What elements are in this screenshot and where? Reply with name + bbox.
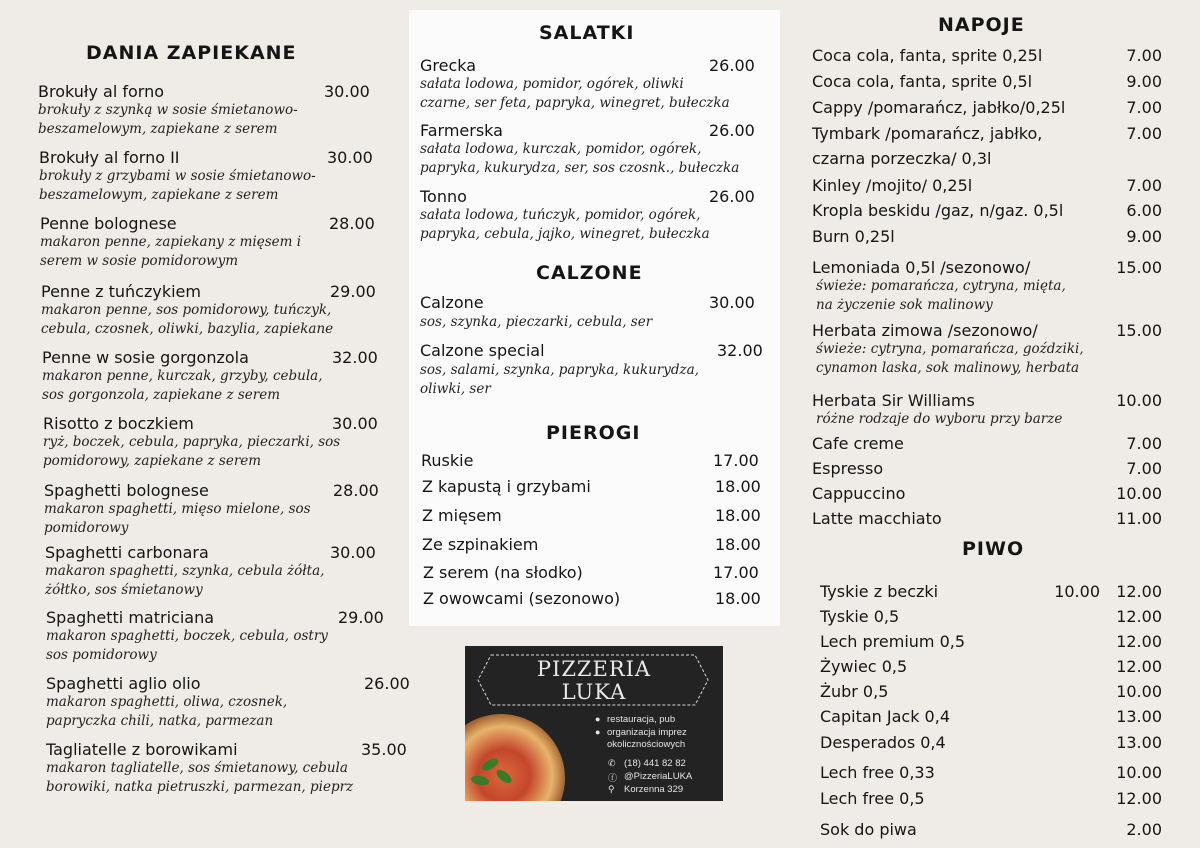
item-name: Ze szpinakiem <box>422 535 539 554</box>
phone-icon: ✆ <box>608 758 616 768</box>
item-price: 30.00 <box>332 414 378 433</box>
item-price: 18.00 <box>715 589 761 608</box>
item-price: 32.00 <box>332 348 378 367</box>
item-price: 29.00 <box>330 282 376 301</box>
item-price: 17.00 <box>713 451 759 470</box>
item-description: różne rodzaje do wyboru przy barze <box>816 411 1063 427</box>
drink-item <box>812 391 1162 427</box>
drink-item <box>812 509 1162 533</box>
drink-item <box>812 149 1162 173</box>
item-name: Cappy /pomarańcz, jabłko/0,25l <box>812 98 1066 117</box>
logo-line1: PIZZERIA <box>536 657 652 681</box>
item-name: Brokuły al forno II <box>39 148 180 167</box>
phone-text: (18) 441 82 82 <box>624 758 686 769</box>
item-price: 17.00 <box>713 563 759 582</box>
item-price: 12.00 <box>1116 632 1162 651</box>
drink-item <box>812 459 1162 483</box>
item-name: Ruskie <box>421 451 474 470</box>
section-title-pierogi: PIEROGI <box>546 422 641 444</box>
drink-item <box>812 98 1162 122</box>
beer-item <box>812 789 1162 813</box>
item-name: Żubr 0,5 <box>820 682 889 701</box>
beer-item <box>812 657 1162 681</box>
item-name: Tagliatelle z borowikami <box>46 740 238 759</box>
beer-item <box>812 607 1162 631</box>
drink-item <box>812 176 1162 200</box>
section-title-piwo: PIWO <box>962 538 1025 560</box>
item-description: sałata lodowa, pomidor, ogórek, oliwki czarne, ser feta, papryka, winegret, bułeczka <box>420 76 730 111</box>
item-price: 15.00 <box>1116 321 1162 340</box>
bullet-text: restauracja, pub <box>607 714 676 725</box>
drink-item <box>812 227 1162 251</box>
item-name: Penne bolognese <box>40 214 177 233</box>
item-description: sałata lodowa, tuńczyk, pomidor, ogórek, papryka, cebula, jajko, winegret, bułeczka <box>420 207 710 242</box>
item-name: Spaghetti carbonara <box>45 543 209 562</box>
location-pin-icon: ⚲ <box>608 784 615 794</box>
banner-bullet-1 <box>595 714 676 725</box>
drink-item <box>812 72 1162 96</box>
bullet-icon: ● <box>595 727 601 737</box>
item-name: Farmerska <box>420 121 503 140</box>
item-name: Espresso <box>812 459 884 478</box>
item-description: makaron spaghetti, oliwa, czosnek, papryczka chili, natka, parmezan <box>46 694 288 729</box>
item-name: Penne z tuńczykiem <box>41 282 201 301</box>
item-price: 29.00 <box>338 608 384 627</box>
item-description: makaron penne, zapiekany z mięsem i serem w sosie pomidorowym <box>40 234 302 269</box>
item-price: 12.00 <box>1116 657 1162 676</box>
item-price: 18.00 <box>715 477 761 496</box>
item-name: Lemoniada 0,5l /sezonowo/ <box>812 258 1031 277</box>
bullet-icon: ● <box>595 714 601 724</box>
item-description: brokuły z grzybami w sosie śmietanowo- beszamelowym, zapiekane z serem <box>39 168 316 203</box>
item-name: Coca cola, fanta, sprite 0,5l <box>812 72 1033 91</box>
item-description: makaron penne, kurczak, grzyby, cebula, sos gorgonzola, zapiekane z serem <box>42 368 323 403</box>
item-price: 7.00 <box>1126 434 1162 453</box>
item-name: Z owowcami (sezonowo) <box>423 589 621 608</box>
item-name: Coca cola, fanta, sprite 0,25l <box>812 46 1043 65</box>
item-description: makaron tagliatelle, sos śmietanowy, cebula borowiki, natka pietruszki, parmezan, pieprz <box>46 760 354 795</box>
item-name: Spaghetti bolognese <box>44 481 209 500</box>
item-price: 35.00 <box>361 740 407 759</box>
item-price: 7.00 <box>1126 98 1162 117</box>
item-name: Żywiec 0,5 <box>820 657 908 676</box>
item-name: Tyskie z beczki <box>820 582 939 601</box>
item-name: Brokuły al forno <box>38 82 164 101</box>
item-price: 13.00 <box>1116 733 1162 752</box>
drink-item <box>812 201 1162 225</box>
item-name: Sok do piwa <box>820 820 917 839</box>
item-description: ryż, boczek, cebula, papryka, pieczarki, sos pomidorowy, zapiekane z serem <box>43 434 341 469</box>
drink-item <box>812 46 1162 70</box>
drink-item <box>812 124 1162 148</box>
beer-item <box>812 820 1162 844</box>
item-name: Z serem (na słodko) <box>423 563 583 582</box>
item-price: 28.00 <box>329 214 375 233</box>
item-description: makaron spaghetti, mięso mielone, sos pomidorowy <box>44 501 311 536</box>
address-text: Korzenna 329 <box>624 784 684 795</box>
item-description: sałata lodowa, kurczak, pomidor, ogórek, papryka, kukurydza, ser, sos czosnk., bułeczka <box>420 141 740 176</box>
item-name: Capitan Jack 0,4 <box>820 707 950 726</box>
item-name: Tyskie 0,5 <box>820 607 900 626</box>
beer-item <box>812 707 1162 731</box>
drink-item <box>812 258 1162 313</box>
item-name: Herbata zimowa /sezonowo/ <box>812 321 1038 340</box>
item-price: 7.00 <box>1126 459 1162 478</box>
drink-item <box>812 321 1162 376</box>
item-price: 9.00 <box>1126 227 1162 246</box>
item-name: Grecka <box>420 56 477 75</box>
item-name: Risotto z boczkiem <box>43 414 194 433</box>
beer-item <box>812 763 1162 787</box>
item-price: 26.00 <box>709 187 755 206</box>
beer-item <box>812 582 1162 606</box>
item-price: 7.00 <box>1126 176 1162 195</box>
section-title-salatki: SALATKI <box>539 22 635 44</box>
item-name: Burn 0,25l <box>812 227 895 246</box>
item-name: czarna porzeczka/ 0,3l <box>812 149 992 168</box>
item-price: 9.00 <box>1126 72 1162 91</box>
pizza-image <box>465 714 565 801</box>
item-price: 10.00 <box>1116 391 1162 410</box>
drink-item <box>812 484 1162 508</box>
item-price: 18.00 <box>715 506 761 525</box>
item-name: Z mięsem <box>422 506 502 525</box>
banner-bullet-2 <box>595 727 687 738</box>
section-title-zapiekane: DANIA ZAPIEKANE <box>86 42 297 64</box>
item-price: 10.00 <box>1116 682 1162 701</box>
item-name: Spaghetti matriciana <box>46 608 215 627</box>
item-price: 12.00 <box>1116 607 1162 626</box>
item-price: 26.00 <box>709 56 755 75</box>
item-price: 10.00 <box>1116 484 1162 503</box>
item-price: 10.00 <box>1116 763 1162 782</box>
banner-phone <box>608 758 686 769</box>
item-description: sos, salami, szynka, papryka, kukurydza, oliwki, ser <box>420 362 699 397</box>
pizzeria-luka-banner <box>465 646 723 801</box>
item-price: 28.00 <box>333 481 379 500</box>
item-price: 7.00 <box>1126 46 1162 65</box>
item-name: Desperados 0,4 <box>820 733 946 752</box>
item-name: Calzone <box>420 293 484 312</box>
item-price: 26.00 <box>364 674 410 693</box>
item-description: brokuły z szynką w sosie śmietanowo- beszamelowym, zapiekane z serem <box>38 102 298 137</box>
beer-item <box>812 733 1162 757</box>
item-price: 7.00 <box>1126 124 1162 143</box>
item-price: 12.00 <box>1116 789 1162 808</box>
banner-facebook <box>608 771 693 783</box>
item-description: makaron spaghetti, szynka, cebula żółta, żółtko, sos śmietanowy <box>45 563 325 598</box>
item-description: świeże: cytryna, pomarańcza, goździki, cynamon laska, sok malinowy, herbata <box>816 341 1084 376</box>
item-price: 30.00 <box>709 293 755 312</box>
facebook-text: @PizzeriaLUKA <box>624 771 693 782</box>
item-name: Lech premium 0,5 <box>820 632 966 651</box>
item-name: Latte macchiato <box>812 509 942 528</box>
item-name: Tonno <box>420 187 467 206</box>
item-price: 15.00 <box>1116 258 1162 277</box>
item-price-small: 10.00 <box>1054 582 1100 601</box>
item-price: 30.00 <box>327 148 373 167</box>
item-name: Spaghetti aglio olio <box>46 674 201 693</box>
middle-panel <box>409 10 780 626</box>
item-name: Herbata Sir Williams <box>812 391 975 410</box>
item-description: makaron penne, sos pomidorowy, tuńczyk, cebula, czosnek, oliwki, bazylia, zapiekane <box>41 302 334 337</box>
item-name: Kropla beskidu /gaz, n/gaz. 0,5l <box>812 201 1064 220</box>
facebook-icon: ⓕ <box>608 773 618 783</box>
item-name: Kinley /mojito/ 0,25l <box>812 176 973 195</box>
item-name: Lech free 0,33 <box>820 763 935 782</box>
item-name: Z kapustą i grzybami <box>422 477 591 496</box>
item-name: Tymbark /pomarańcz, jabłko, <box>812 124 1043 143</box>
item-name: Cafe creme <box>812 434 904 453</box>
item-name: Lech free 0,5 <box>820 789 925 808</box>
item-price: 30.00 <box>330 543 376 562</box>
logo-line2: LUKA <box>561 680 627 704</box>
banner-bullet-2-cont: okolicznościowych <box>607 739 686 750</box>
item-price: 12.00 <box>1116 582 1162 601</box>
item-price: 2.00 <box>1126 820 1162 839</box>
item-price: 26.00 <box>709 121 755 140</box>
drink-item <box>812 434 1162 458</box>
item-name: Cappuccino <box>812 484 906 503</box>
item-description: makaron spaghetti, boczek, cebula, ostry sos pomidorowy <box>46 628 328 663</box>
banner-address <box>608 784 684 795</box>
section-title-calzone: CALZONE <box>536 262 643 284</box>
item-name: Calzone special <box>420 341 545 360</box>
beer-item <box>812 682 1162 706</box>
section-title-napoje: NAPOJE <box>938 14 1025 36</box>
item-description: świeże: pomarańcza, cytryna, mięta, na życzenie sok malinowy <box>816 278 1066 313</box>
item-price: 18.00 <box>715 535 761 554</box>
item-name: Penne w sosie gorgonzola <box>42 348 249 367</box>
item-price: 13.00 <box>1116 707 1162 726</box>
item-price: 32.00 <box>717 341 763 360</box>
item-price: 6.00 <box>1126 201 1162 220</box>
item-price: 11.00 <box>1116 509 1162 528</box>
item-description: sos, szynka, pieczarki, cebula, ser <box>420 314 653 330</box>
beer-item <box>812 632 1162 656</box>
item-price: 30.00 <box>324 82 370 101</box>
bullet-text: organizacja imprez <box>607 727 687 738</box>
